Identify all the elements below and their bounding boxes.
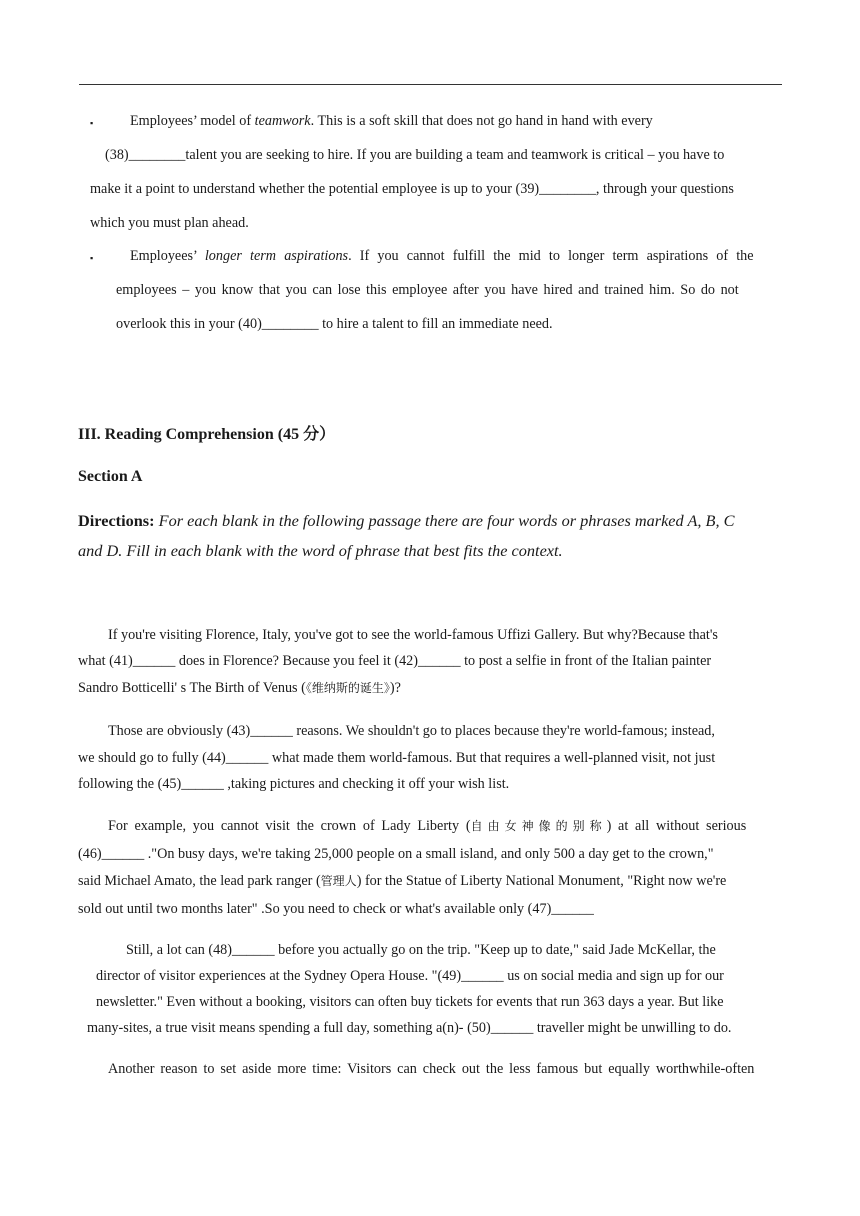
p3-line3: said Michael Amato, the lead park ranger (管理人) for the Statue of Liberty National Monument, "Right now we're xyxy=(78,873,727,889)
p3-line1: For example, you cannot visit the crown of Lady Liberty (自由女神像的别称) at all without serious xyxy=(108,818,747,834)
p1-line1: If you're visiting Florence, Italy, you've got to see the world-famous Uffizi Gallery. But why?Because that's xyxy=(108,627,718,643)
p1-line3: Sandro Botticelli' s The Birth of Venus (《维纳斯的诞生》)? xyxy=(78,680,401,696)
directions-line1: Directions: For each blank in the following passage there are four words or phrases marked A, B, C xyxy=(78,511,735,530)
p1-line2: what (41)______ does in Florence? Because you feel it (42)______ to post a selfie in front of the Italian painter xyxy=(78,653,712,669)
item1-line3: make it a point to understand whether the potential employee is up to your (39)________, through your questions xyxy=(90,181,734,197)
part-title: III. Reading Comprehension (45 分） xyxy=(78,426,336,443)
item1-line4: which you must plan ahead. xyxy=(90,215,249,231)
p3-line2: (46)______ ."On busy days, we're taking 25,000 people on a small island, and only 500 a day get to the crown," xyxy=(78,846,714,862)
item2-line1: Employees’ longer term aspirations. If you cannot fulfill the mid to longer term aspirations of the xyxy=(130,248,754,264)
directions-line2: and D. Fill in each blank with the word of phrase that best fits the context. xyxy=(78,541,563,560)
item1-line1: Employees’ model of teamwork. This is a soft skill that does not go hand in hand with every xyxy=(130,113,653,129)
item2-line3: overlook this in your (40)________ to hire a talent to fill an immediate need. xyxy=(116,316,553,332)
p4-line2: director of visitor experiences at the Sydney Opera House. "(49)______ us on social media and sign up for our xyxy=(96,968,724,984)
bullet-icon: ▪ xyxy=(90,118,94,128)
p2-line1: Those are obviously (43)______ reasons. We shouldn't go to places because they're world-famous; instead, xyxy=(108,723,715,739)
p5-line1: Another reason to set aside more time: Visitors can check out the less famous but equally worthwhile-often xyxy=(108,1061,755,1077)
item1-line2: (38)________talent you are seeking to hire. If you are building a team and teamwork is critical – you have to xyxy=(105,147,725,163)
bullet-icon: ▪ xyxy=(90,253,94,263)
p2-line2: we should go to fully (44)______ what made them world-famous. But that requires a well-planned visit, not just xyxy=(78,750,716,766)
section-title: Section A xyxy=(78,468,143,485)
header-rule xyxy=(79,84,782,85)
item2-line2: employees – you know that you can lose this employee after you have hired and trained him. So do not xyxy=(116,282,739,298)
p4-line1: Still, a lot can (48)______ before you actually go on the trip. "Keep up to date," said Jade McKellar, the xyxy=(126,942,716,958)
p3-line4: sold out until two months later" .So you need to check or what's available only (47)______ xyxy=(78,901,594,917)
p4-line3: newsletter." Even without a booking, visitors can often buy tickets for events that run 363 days a year. But like xyxy=(96,994,724,1010)
p4-line4: many-sites, a true visit means spending a full day, something a(n)- (50)______ traveller might be unwilling to do. xyxy=(87,1020,732,1036)
p2-line3: following the (45)______ ,taking pictures and checking it off your wish list. xyxy=(78,776,510,792)
